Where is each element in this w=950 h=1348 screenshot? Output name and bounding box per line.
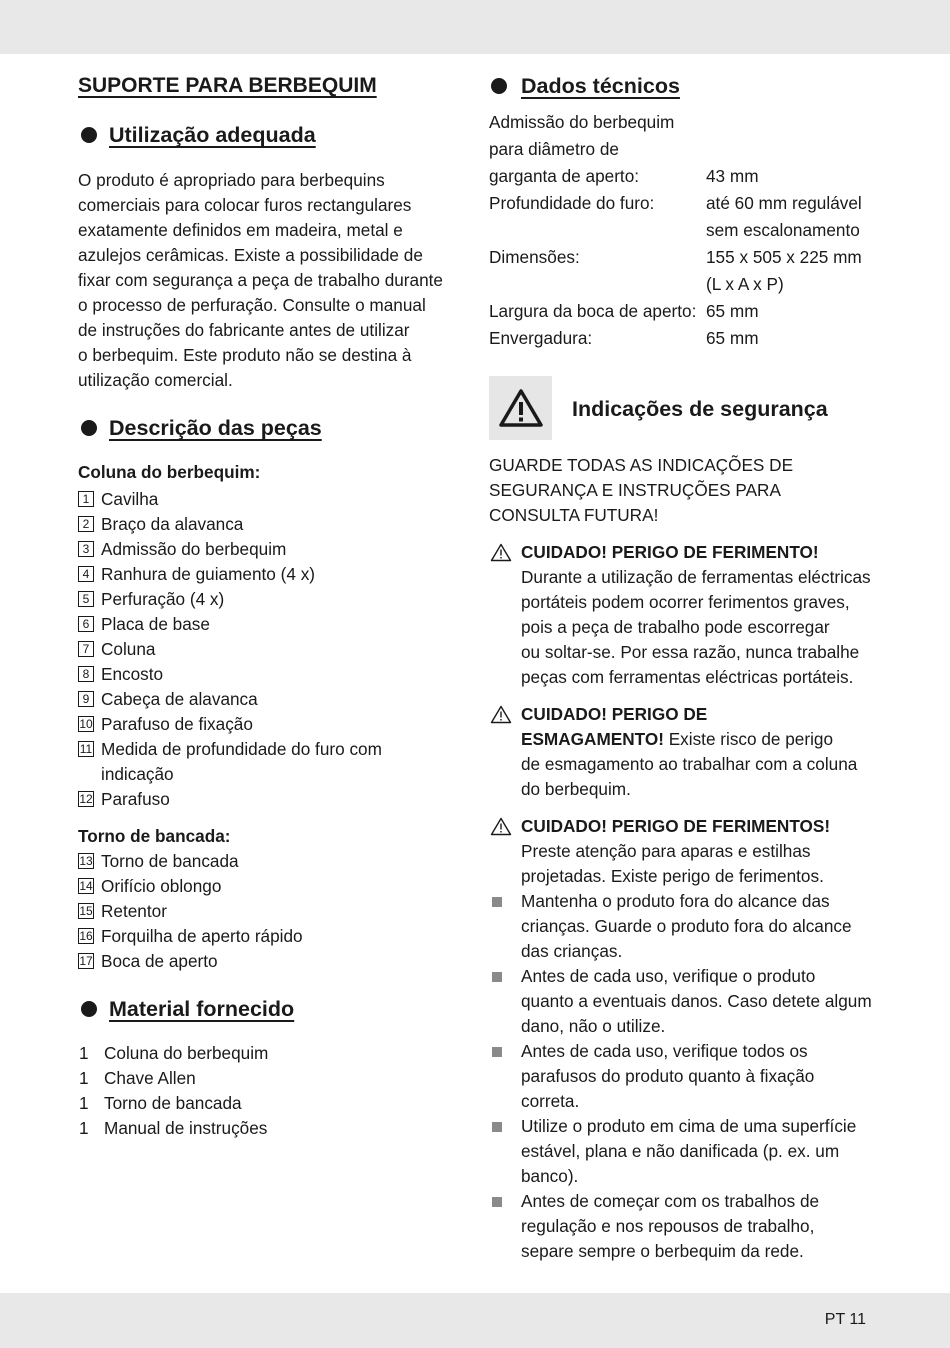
part-label: Torno de bancada	[101, 851, 239, 871]
page-number: PT 11	[824, 1311, 866, 1328]
list-item	[489, 1114, 879, 1189]
part-number: 15	[79, 904, 93, 918]
part-number: 2	[78, 516, 94, 532]
list-item	[78, 662, 458, 687]
text-line: peças com ferramentas eléctricas portáteis.	[521, 667, 854, 687]
warning-text: Existe risco de perigo	[663, 729, 834, 749]
text-line: de esmagamento ao trabalhar com a coluna	[521, 754, 858, 774]
spec-value: 155 x 505 x 225 mm	[706, 247, 862, 267]
tech-data-table	[489, 109, 862, 352]
top-band	[0, 0, 950, 54]
item-label: Torno de bancada	[104, 1093, 242, 1113]
text-line: o berbequim. Este produto não se destina à	[78, 345, 412, 365]
warning-triangle-icon	[490, 543, 512, 562]
safety-heading: Indicações de segurança	[572, 397, 828, 421]
text-line: pois a peça de trabalho pode escorregar	[521, 617, 830, 637]
warning-title: CUIDADO! PERIGO DE FERIMENTOS!	[521, 816, 831, 836]
text-line: Mantenha o produto fora do alcance das	[521, 891, 830, 911]
part-label: Perfuração (4 x)	[101, 589, 225, 609]
spec-value: 43 mm	[706, 166, 759, 186]
text-line: GUARDE TODAS AS INDICAÇÕES DE	[489, 455, 794, 475]
item-quantity: 1	[79, 1118, 89, 1138]
spec-value	[706, 109, 862, 136]
item-quantity: 1	[79, 1093, 89, 1113]
text-line: Antes de começar com os trabalhos de	[521, 1191, 820, 1211]
part-label: Parafuso	[101, 789, 170, 809]
text-line: azulejos cerâmicas. Existe a possibilidade de	[78, 245, 423, 265]
list-item	[78, 849, 458, 874]
table-row	[489, 325, 862, 352]
spec-value	[706, 136, 862, 163]
tech-heading-text: Dados técnicos	[521, 74, 680, 98]
list-item	[78, 637, 458, 662]
spec-key	[489, 271, 706, 298]
text-line: dano, não o utilize.	[521, 1016, 666, 1036]
part-label: Boca de aperto	[101, 951, 218, 971]
part-number: 6	[78, 616, 94, 632]
part-number: 11	[79, 742, 93, 756]
text-line: das crianças.	[521, 941, 623, 961]
parts-group2-title: Torno de bancada:	[78, 826, 231, 846]
part-number: 17	[79, 954, 93, 968]
list-item	[78, 899, 458, 924]
part-number: 9	[78, 691, 94, 707]
safety-header	[489, 376, 879, 440]
part-number: 10	[79, 717, 93, 731]
part-label: Braço da alavanca	[101, 514, 244, 534]
text-line: Durante a utilização de ferramentas eléctricas	[521, 567, 871, 587]
spec-value: 65 mm	[706, 301, 759, 321]
text-line: do berbequim.	[521, 779, 631, 799]
part-number: 3	[78, 541, 94, 557]
list-item	[78, 512, 458, 537]
text-line: fixar com segurança a peça de trabalho durante	[78, 270, 443, 290]
part-label: Cavilha	[101, 489, 159, 509]
item-quantity: 1	[79, 1068, 89, 1088]
text-line: ou soltar-se. Por essa razão, nunca trabalhe	[521, 642, 860, 662]
warning-triangle-icon	[490, 705, 512, 724]
parts-heading-text: Descrição das peças	[109, 416, 322, 440]
list-item	[78, 537, 458, 562]
usage-heading-text: Utilização adequada	[109, 123, 316, 147]
text-line: SEGURANÇA E INSTRUÇÕES PARA	[489, 480, 781, 500]
text-line: portáteis podem ocorrer ferimentos graves,	[521, 592, 850, 612]
text-line: separe sempre o berbequim da rede.	[521, 1241, 804, 1261]
text-line: Antes de cada uso, verifique o produto	[521, 966, 816, 986]
list-item	[78, 1066, 458, 1091]
spec-value: até 60 mm regulável	[706, 193, 862, 213]
list-item	[78, 1041, 458, 1066]
part-label: Forquilha de aperto rápido	[101, 926, 303, 946]
warning-injuries	[489, 814, 879, 889]
text-line: exatamente definidos em madeira, metal e	[78, 220, 403, 240]
item-label: Chave Allen	[104, 1068, 196, 1088]
bullet-square-icon	[492, 1122, 502, 1132]
bullet-square-icon	[492, 897, 502, 907]
part-number: 13	[79, 854, 93, 868]
bullet-square-icon	[492, 972, 502, 982]
spec-key: Admissão do berbequim	[489, 112, 675, 132]
text-line: crianças. Guarde o produto fora do alcance	[521, 916, 852, 936]
part-label: Cabeça de alavanca	[101, 689, 258, 709]
safety-bullet-list	[489, 889, 879, 1264]
table-row	[489, 298, 862, 325]
tech-heading	[489, 72, 879, 100]
item-label: Coluna do berbequim	[104, 1043, 269, 1063]
part-label: Encosto	[101, 664, 164, 684]
table-row	[489, 190, 862, 217]
list-item	[489, 964, 879, 1039]
list-item	[78, 1116, 458, 1141]
part-number: 8	[78, 666, 94, 682]
bullet-square-icon	[492, 1197, 502, 1207]
parts-list-column	[78, 487, 458, 812]
usage-text	[78, 168, 458, 393]
bullet-square-icon	[492, 1047, 502, 1057]
item-label: Manual de instruções	[104, 1118, 268, 1138]
list-item	[78, 949, 458, 974]
warning-title-cont: ESMAGAMENTO!	[521, 729, 664, 749]
text-line: estável, plana e não danificada (p. ex. um	[521, 1141, 840, 1161]
text-line: quanto a eventuais danos. Caso detete algum	[521, 991, 872, 1011]
text-line: banco).	[521, 1166, 579, 1186]
table-row	[489, 217, 862, 244]
page-title: SUPORTE PARA BERBEQUIM	[78, 74, 377, 97]
spec-key	[489, 217, 706, 244]
usage-heading	[78, 121, 458, 149]
list-item	[489, 1039, 879, 1114]
supplied-heading	[78, 995, 458, 1023]
text-line: de instruções do fabricante antes de utilizar	[78, 320, 410, 340]
parts-group1-title: Coluna do berbequim:	[78, 462, 261, 482]
spec-value: (L x A x P)	[706, 274, 784, 294]
list-item	[78, 1091, 458, 1116]
parts-heading	[78, 414, 458, 442]
keep-instructions	[489, 453, 879, 528]
warning-title: CUIDADO! PERIGO DE FERIMENTO!	[521, 542, 819, 562]
list-item	[489, 889, 879, 964]
text-line: correta.	[521, 1091, 580, 1111]
supplied-heading-text: Material fornecido	[109, 997, 295, 1021]
part-label: Placa de base	[101, 614, 210, 634]
list-item	[78, 737, 458, 787]
part-number: 5	[78, 591, 94, 607]
spec-key: Envergadura:	[489, 328, 593, 348]
text-line: Antes de cada uso, verifique todos os	[521, 1041, 808, 1061]
list-item	[78, 874, 458, 899]
part-label: Medida de profundidade do furo com	[101, 739, 382, 759]
table-row	[489, 136, 862, 163]
bullet-dot-icon	[81, 1001, 97, 1017]
part-number: 1	[78, 491, 94, 507]
part-label: Ranhura de guiamento (4 x)	[101, 564, 316, 584]
spec-key: Profundidade do furo:	[489, 193, 655, 213]
text-line: comerciais para colocar furos rectangulares	[78, 195, 412, 215]
part-label: Coluna	[101, 639, 156, 659]
part-number: 7	[78, 641, 94, 657]
table-row	[489, 271, 862, 298]
text-line: utilização comercial.	[78, 370, 233, 390]
spec-key: Largura da boca de aperto:	[489, 301, 697, 321]
bullet-dot-icon	[81, 420, 97, 436]
spec-value: sem escalonamento	[706, 220, 860, 240]
part-label: Admissão do berbequim	[101, 539, 287, 559]
list-item	[489, 1189, 879, 1264]
part-label: Retentor	[101, 901, 167, 921]
parts-list-vice	[78, 849, 458, 974]
part-label: Orifício oblongo	[101, 876, 222, 896]
list-item	[78, 712, 458, 737]
part-number: 12	[79, 792, 93, 806]
warning-sign-box	[489, 376, 552, 440]
text-line: projetadas. Existe perigo de ferimentos.	[521, 866, 824, 886]
text-line: Utilize o produto em cima de uma superfície	[521, 1116, 857, 1136]
spec-key: garganta de aperto:	[489, 166, 640, 186]
part-label: Parafuso de fixação	[101, 714, 253, 734]
text-line: o processo de perfuração. Consulte o manual	[78, 295, 426, 315]
list-item	[78, 587, 458, 612]
part-label-cont: indicação	[101, 764, 174, 784]
list-item	[78, 562, 458, 587]
right-column	[489, 72, 879, 1264]
warning-triangle-icon	[498, 388, 544, 428]
part-number: 14	[79, 879, 93, 893]
part-number: 16	[79, 929, 93, 943]
supplied-list	[78, 1041, 458, 1141]
table-row	[489, 244, 862, 271]
list-item	[78, 612, 458, 637]
table-row	[489, 163, 862, 190]
item-quantity: 1	[79, 1043, 89, 1063]
warning-title: CUIDADO! PERIGO DE	[521, 704, 708, 724]
warning-crushing	[489, 702, 879, 802]
warning-triangle-icon	[490, 817, 512, 836]
footer-band	[0, 1293, 950, 1348]
table-row	[489, 109, 862, 136]
spec-value: 65 mm	[706, 328, 759, 348]
text-line: parafusos do produto quanto à fixação	[521, 1066, 815, 1086]
bullet-dot-icon	[491, 78, 507, 94]
list-item	[78, 487, 458, 512]
left-column	[78, 72, 458, 1141]
part-number: 4	[78, 566, 94, 582]
spec-key: para diâmetro de	[489, 139, 619, 159]
text-line: regulação e nos repousos de trabalho,	[521, 1216, 815, 1236]
spec-key: Dimensões:	[489, 247, 580, 267]
list-item	[78, 924, 458, 949]
text-line: CONSULTA FUTURA!	[489, 505, 659, 525]
text-line: O produto é apropriado para berbequins	[78, 170, 385, 190]
list-item	[78, 687, 458, 712]
list-item	[78, 787, 458, 812]
warning-injury	[489, 540, 879, 690]
text-line: Preste atenção para aparas e estilhas	[521, 841, 811, 861]
bullet-dot-icon	[81, 127, 97, 143]
